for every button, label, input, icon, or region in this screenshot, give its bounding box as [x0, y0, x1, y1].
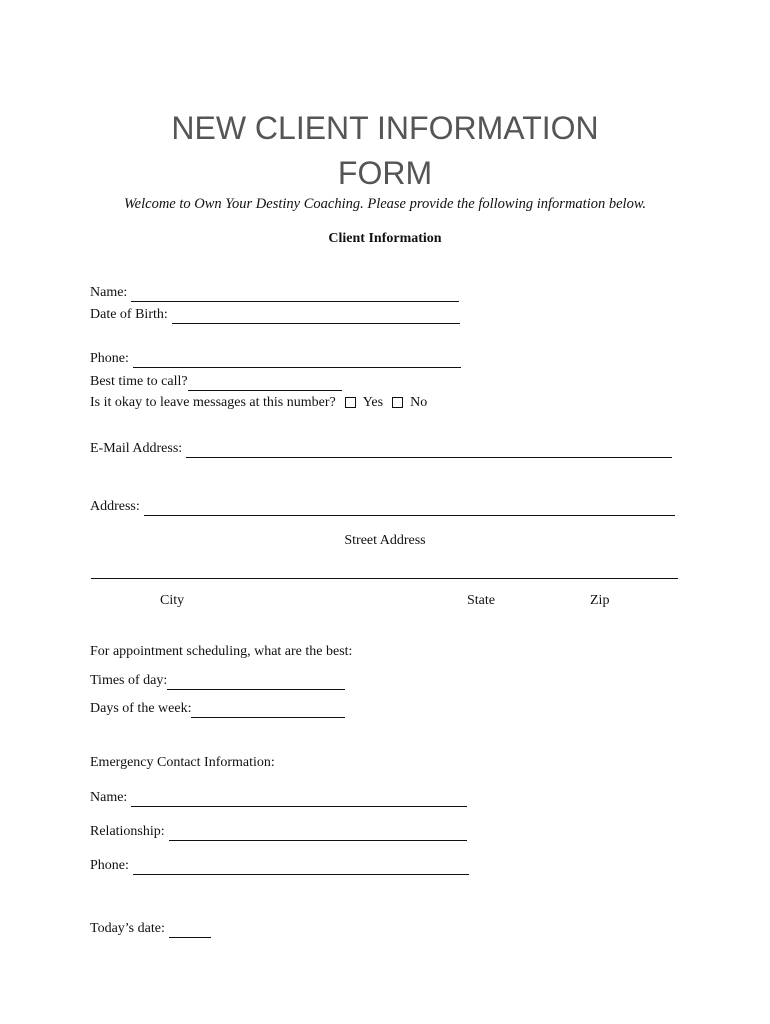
form-title-line-2: FORM — [337, 155, 433, 191]
dob-field[interactable] — [172, 309, 460, 324]
yes-checkbox[interactable] — [345, 397, 356, 408]
relationship-field[interactable] — [169, 826, 467, 841]
intro-text: Welcome to Own Your Destiny Coaching. Please provide the following information below. — [123, 196, 647, 212]
zip-caption: Zip — [590, 593, 610, 608]
phone-row — [90, 350, 461, 368]
city-state-zip-field[interactable] — [91, 578, 678, 579]
times-of-day-field[interactable] — [167, 675, 345, 690]
name-label: Name: — [90, 285, 128, 300]
section-heading-client-information: Client Information — [328, 231, 442, 246]
relationship-row — [90, 823, 467, 841]
scheduling-prompt: For appointment scheduling, what are the best: — [90, 644, 353, 659]
days-of-week-field[interactable] — [191, 703, 345, 718]
name-row — [90, 284, 459, 302]
best-time-field[interactable] — [188, 376, 342, 391]
emergency-name-label: Name: — [90, 790, 128, 805]
todays-date-label: Today’s date: — [90, 921, 165, 936]
phone-field[interactable] — [133, 353, 461, 368]
days-of-week-row — [90, 700, 345, 718]
best-time-row — [90, 373, 342, 391]
relationship-label: Relationship: — [90, 824, 165, 839]
no-checkbox[interactable] — [392, 397, 403, 408]
messages-question-label: Is it okay to leave messages at this number? — [90, 395, 336, 410]
email-label: E-Mail Address: — [90, 441, 183, 456]
emergency-phone-label: Phone: — [90, 858, 129, 873]
form-title-line-1: NEW CLIENT INFORMATION — [171, 110, 599, 146]
phone-label: Phone: — [90, 351, 129, 366]
best-time-label: Best time to call? — [90, 374, 188, 389]
no-label: No — [410, 395, 428, 410]
address-row — [90, 498, 675, 516]
emergency-name-field[interactable] — [131, 792, 467, 807]
dob-label: Date of Birth: — [90, 307, 168, 322]
name-field[interactable] — [131, 287, 459, 302]
state-caption: State — [467, 593, 495, 608]
todays-date-field[interactable] — [169, 923, 211, 938]
emergency-phone-row — [90, 857, 469, 875]
email-row — [90, 440, 672, 458]
street-address-field[interactable] — [144, 501, 675, 516]
times-of-day-label: Times of day: — [90, 673, 168, 688]
emergency-phone-field[interactable] — [133, 860, 469, 875]
times-of-day-row — [90, 672, 345, 690]
days-of-week-label: Days of the week: — [90, 701, 192, 716]
city-caption: City — [160, 593, 185, 608]
email-field[interactable] — [186, 443, 672, 458]
messages-row — [90, 394, 427, 412]
emergency-name-row — [90, 789, 467, 807]
todays-date-row — [90, 920, 211, 938]
dob-row — [90, 306, 460, 324]
emergency-heading: Emergency Contact Information: — [90, 755, 275, 770]
yes-label: Yes — [362, 395, 384, 410]
street-address-caption: Street Address — [344, 533, 426, 548]
address-label: Address: — [90, 499, 140, 514]
